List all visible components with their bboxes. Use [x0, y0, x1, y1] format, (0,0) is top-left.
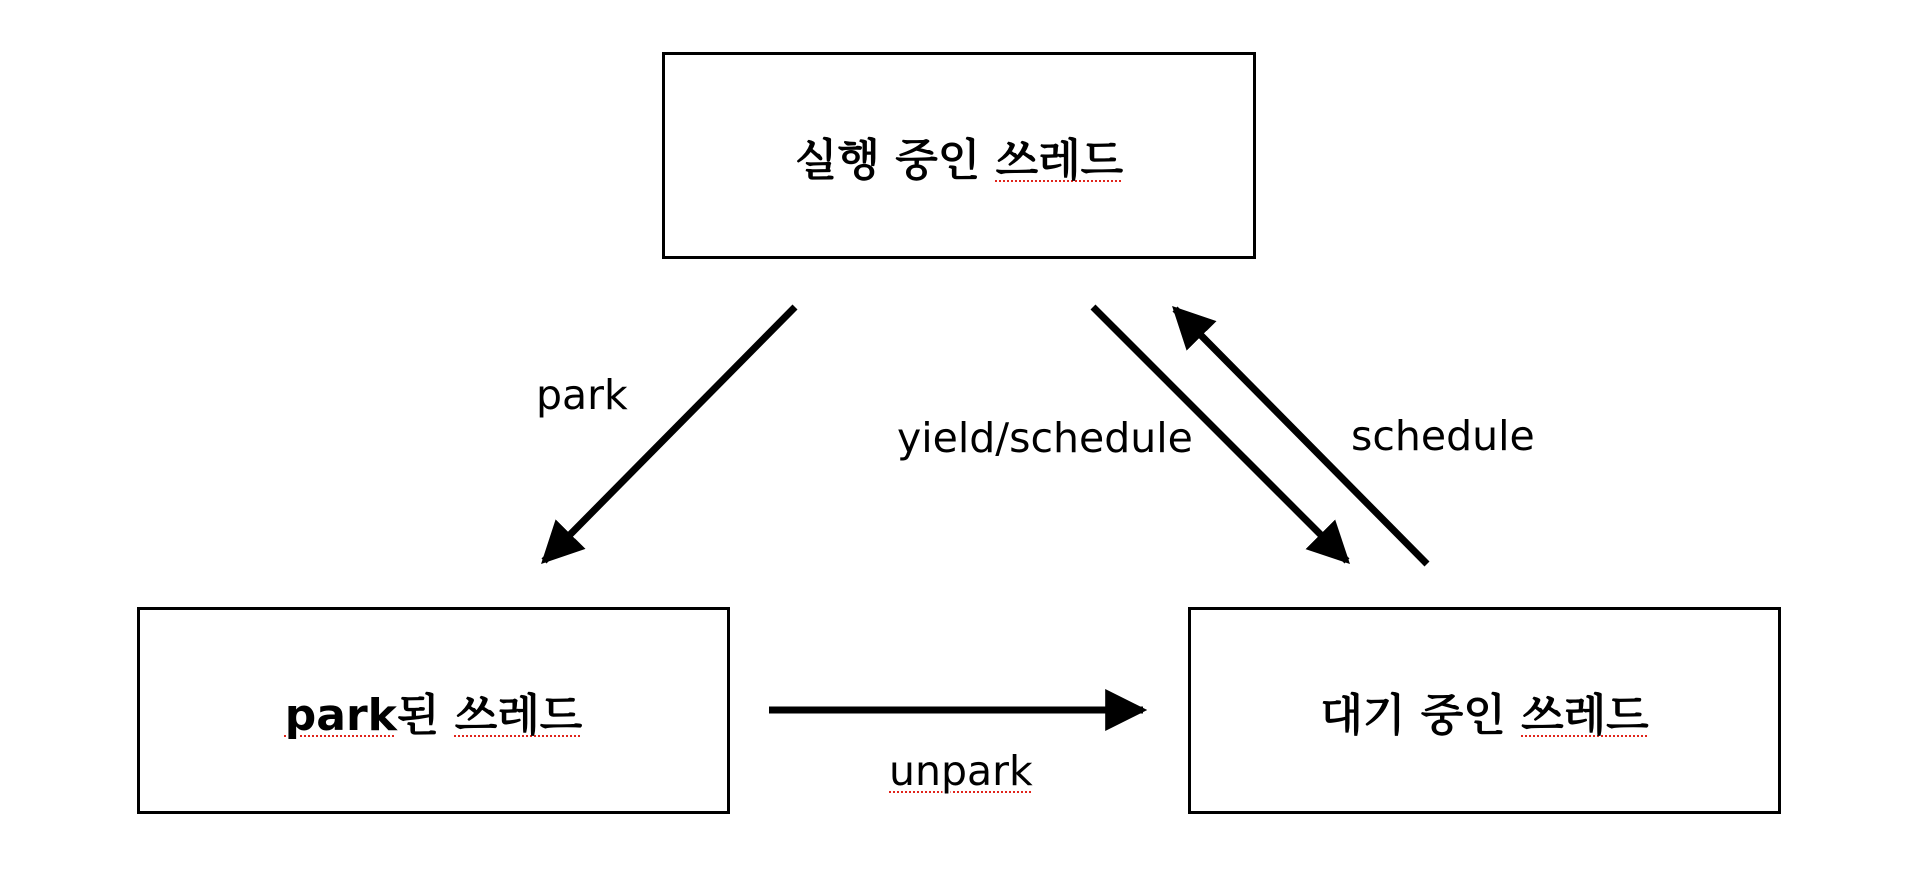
parked-thread-label: park된 쓰레드: [284, 689, 583, 741]
parked-thread-node: [137, 607, 730, 814]
waiting-thread-label: 대기 중인 쓰레드: [1320, 689, 1649, 741]
unpark-edge-label: unpark: [889, 747, 1033, 795]
running-thread-node: [662, 52, 1256, 259]
park-edge-label: park: [536, 371, 628, 419]
yield-schedule-edge-label: yield/schedule: [897, 414, 1193, 462]
running-thread-label: 실행 중인 쓰레드: [794, 134, 1124, 186]
waiting-thread-node: [1188, 607, 1781, 814]
schedule-edge-label: schedule: [1351, 412, 1535, 460]
park-arrow: [544, 307, 795, 561]
